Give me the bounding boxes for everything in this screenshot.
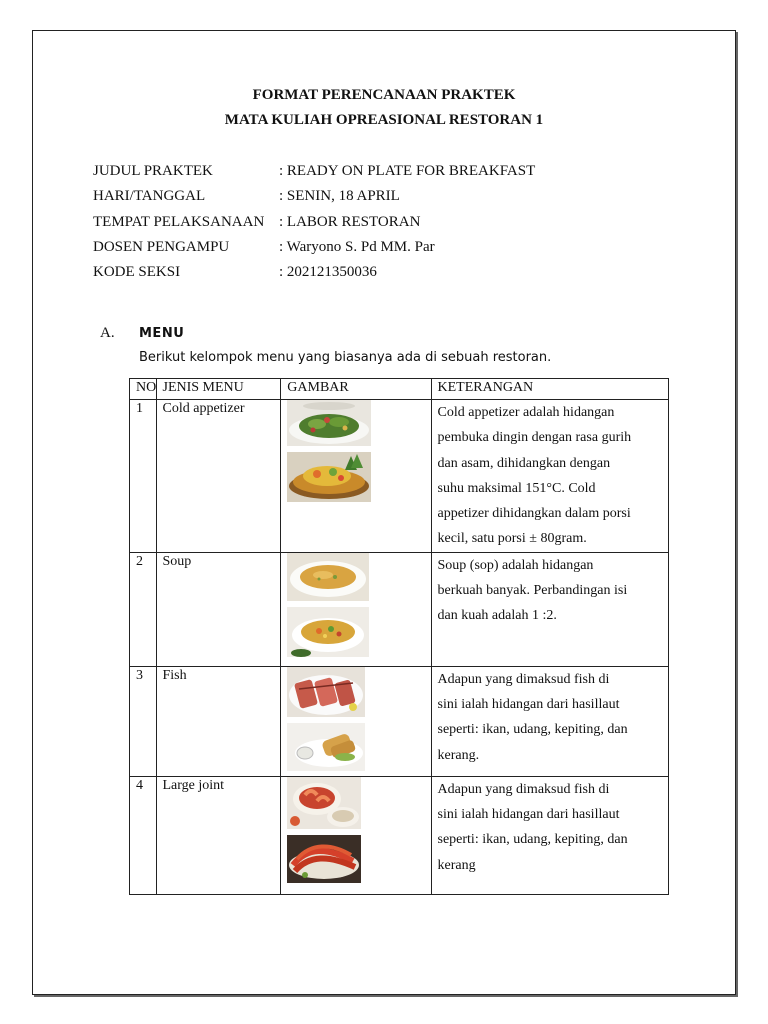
desc-line: sini ialah hidangan dari hasillaut: [437, 807, 620, 823]
section-heading: [100, 325, 185, 342]
header-jenis: JENIS MENU: [156, 379, 281, 400]
pineapple-salad-photo: [287, 452, 371, 502]
salmon-photo: [287, 667, 365, 717]
desc-line: dan asam, dihidangkan dengan: [437, 455, 611, 471]
section-letter: A.: [100, 325, 115, 341]
row-jenis: Soup: [156, 552, 281, 666]
row-jenis: Fish: [156, 666, 281, 776]
row-keterangan: [431, 552, 669, 666]
table-header-row: [130, 379, 669, 400]
row-keterangan: [431, 400, 669, 553]
info-label: DOSEN PENGAMPU: [93, 239, 230, 255]
desc-line: seperti: ikan, udang, kepiting, dan: [437, 722, 628, 738]
table-row: [130, 776, 669, 894]
desc-line: sini ialah hidangan dari hasillaut: [437, 697, 620, 713]
grilled-prawns-photo: [287, 835, 361, 883]
row-images: [281, 666, 431, 776]
menu-table: [129, 378, 669, 895]
desc-line: Soup (sop) adalah hidangan: [437, 557, 594, 573]
desc-line: Adapun yang dimaksud fish di: [437, 781, 610, 797]
section-intro: Berikut kelompok menu yang biasanya ada di sebuah restoran.: [139, 350, 552, 365]
header-keterangan: KETERANGAN: [431, 379, 669, 400]
desc-line: seperti: ikan, udang, kepiting, dan: [437, 832, 628, 848]
desc-line: [438, 476, 663, 501]
row-no: 3: [130, 666, 157, 776]
info-label: TEMPAT PELAKSANAAN: [93, 214, 265, 230]
header-gambar: GAMBAR: [281, 379, 431, 400]
info-value: : READY ON PLATE FOR BREAKFAST: [279, 163, 536, 179]
table-row: [130, 552, 669, 666]
desc-line: kerang: [437, 857, 476, 873]
desc-line: appetizer dihidangkan dalam porsi: [437, 506, 631, 522]
header-no: NO: [130, 379, 157, 400]
vegetable-soup-photo: [287, 607, 369, 657]
info-value: : 202121350036: [279, 264, 377, 280]
document-title: FORMAT PERENCANAAN PRAKTEK: [252, 87, 516, 103]
desc-line: Adapun yang dimaksud fish di: [437, 671, 610, 687]
info-label: KODE SEKSI: [93, 264, 181, 280]
fried-fish-photo: [287, 723, 365, 771]
desc-line: kerang.: [437, 747, 480, 763]
info-label: JUDUL PRAKTEK: [93, 163, 213, 179]
desc-line-text: suhu maksimal 151°C. Cold: [437, 480, 596, 496]
desc-line: pembuka dingin dengan rasa gurih: [437, 430, 632, 446]
row-jenis: Large joint: [156, 776, 281, 894]
document-subtitle: MATA KULIAH OPREASIONAL RESTORAN 1: [224, 112, 544, 128]
desc-line: kecil, satu porsi ± 80gram.: [437, 531, 587, 547]
section-name: MENU: [139, 326, 185, 341]
desc-line: dan kuah adalah 1 :2.: [437, 608, 557, 624]
row-no: 4: [130, 776, 157, 894]
table-row: [130, 666, 669, 776]
info-value: : SENIN, 18 APRIL: [279, 188, 400, 204]
cream-soup-photo: [287, 553, 369, 601]
row-jenis: Cold appetizer: [156, 400, 281, 553]
row-images: [281, 776, 431, 894]
info-value: : LABOR RESTORAN: [279, 214, 421, 230]
row-no: 2: [130, 552, 157, 666]
row-keterangan: [431, 666, 669, 776]
info-label: HARI/TANGGAL: [93, 188, 206, 204]
row-images: [281, 400, 431, 553]
desc-line: Cold appetizer adalah hidangan: [437, 405, 615, 420]
row-keterangan: [431, 776, 669, 894]
row-no: 1: [130, 400, 157, 553]
shrimp-bowl-photo: [287, 777, 361, 829]
salad-photo: [287, 400, 371, 446]
row-images: [281, 552, 431, 666]
desc-line: berkuah banyak. Perbandingan isi: [437, 583, 628, 599]
info-value: : Waryono S. Pd MM. Par: [279, 239, 435, 255]
table-row: [130, 400, 669, 553]
